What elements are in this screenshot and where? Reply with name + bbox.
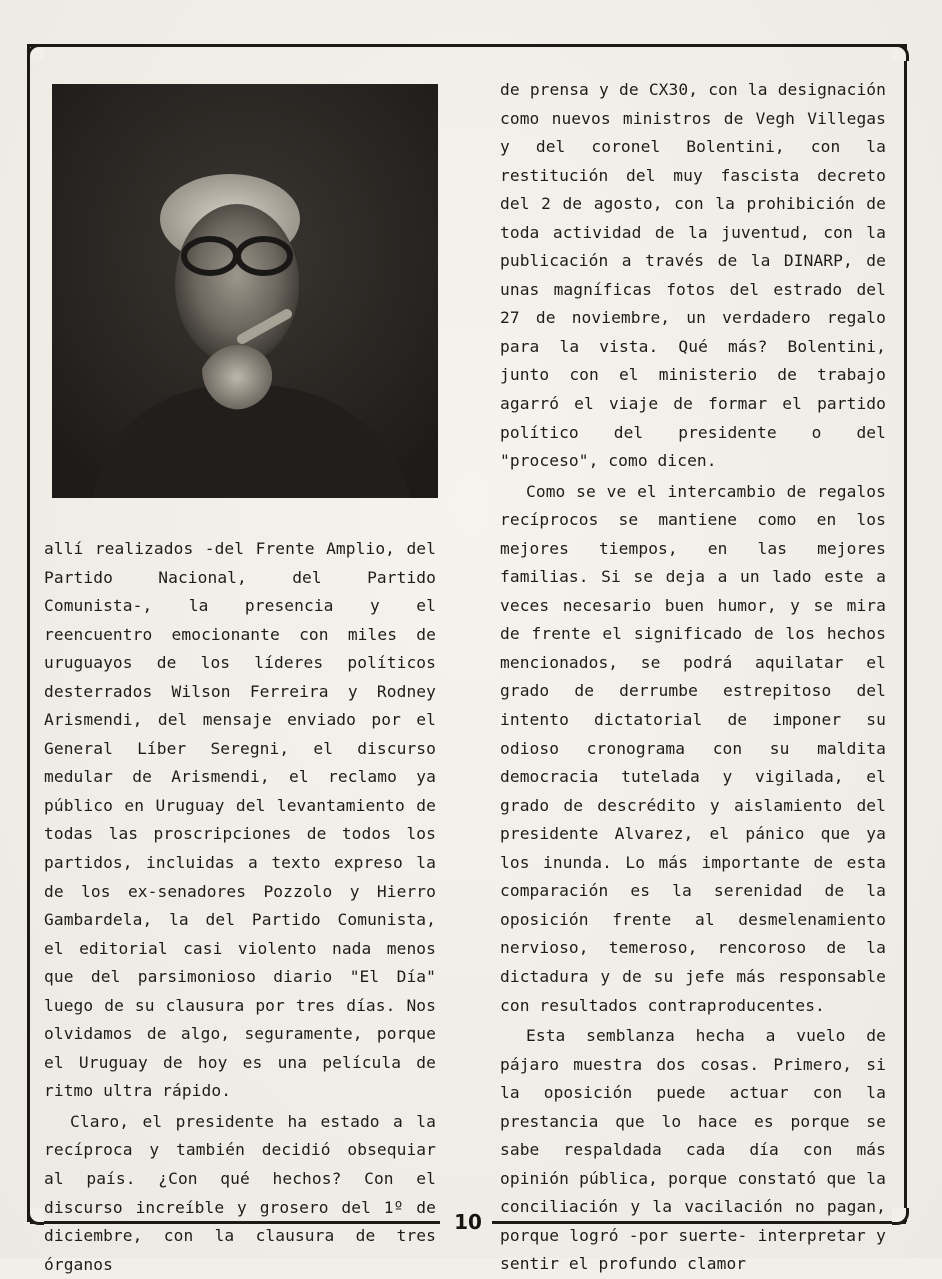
page-border-top <box>30 44 906 47</box>
left-paragraph-1: allí realizados -del Frente Amplio, del Partido Nacional, del Partido Comunista-, la presencia y el reencuentro emocionante con miles de uruguayos de los líderes políticos desterrados Wilson Ferreira y Rodney Arismendi, del mensaje enviado por el General Líber Seregni, el discurso medular de Arismendi, el reclamo ya público en Uruguay del levantamiento de todas las proscripciones de todos los partidos, incluidas a texto expreso la de los ex-senadores Pozzolo y Hierro Gambardela, la del Partido Comunista, el editorial casi violento nada menos que del parsimonioso diario "El Día" luego de su clausura por tres días. Nos olvidamos de algo, seguramente, porque el Uruguay de hoy es una película de ritmo ultra rápido. <box>44 539 436 1101</box>
right-paragraph-3: Esta semblanza hecha a vuelo de pájaro muestra dos cosas. Primero, si la oposición puede actuar con la prestancia que lo hace es porque se sabe respaldada cada día con más opinión pública, porque constató que la conciliación y la vacilación no pagan, porque logró -por suerte- interpretar y sentir el profundo clamor <box>500 1026 886 1274</box>
portrait-photo-icon <box>52 84 438 498</box>
right-column <box>500 76 886 1279</box>
right-paragraph-1: de prensa y de CX30, con la designación como nuevos ministros de Vegh Villegas y del coronel Bolentini, con la restitución del muy fascista decreto del 2 de agosto, con la prohibición de toda actividad de la juventud, con la publicación a través de la DINARP, de unas magníficas fotos del estrado del 27 de noviembre, un verdadero regalo para la vista. Qué más? Bolentini, junto con el ministerio de trabajo agarró el viaje de formar el partido político del presidente o del "proceso", como dicen. <box>500 80 886 471</box>
border-corner <box>27 44 44 61</box>
portrait-photo <box>52 84 438 498</box>
left-column <box>44 535 436 1279</box>
left-paragraph-2: Claro, el presidente ha estado a la recíproca y también decidió obsequiar al país. ¿Con qué hechos? Con el discurso increíble y grosero del 1º de diciembre, con la clausura de tres órganos <box>44 1111 436 1274</box>
page-border-left <box>27 44 30 1222</box>
border-corner <box>892 1208 909 1225</box>
page-number: 10 <box>454 1210 482 1234</box>
page-border-right <box>904 44 907 1222</box>
right-paragraph-2: Como se ve el intercambio de regalos recíprocos se mantiene como en los mejores tiempos, en las mejores familias. Si se deja a un lado este a veces necesario buen humor, y se mira de frente el significado de los hechos mencionados, se podrá aquilatar el grado de derrumbe estrepitoso del intento dictatorial de imponer su odioso cronograma con su maldita democracia tutelada y vigilada, el grado de descrédito y aislamiento del presidente Alvarez, el pánico que ya los inunda. Lo más importante de esta comparación es la serenidad de la oposición frente al desmelenamiento nervioso, temeroso, rencoroso de la dictadura y de su jefe más responsable con resultados contraproducentes. <box>500 481 886 1015</box>
